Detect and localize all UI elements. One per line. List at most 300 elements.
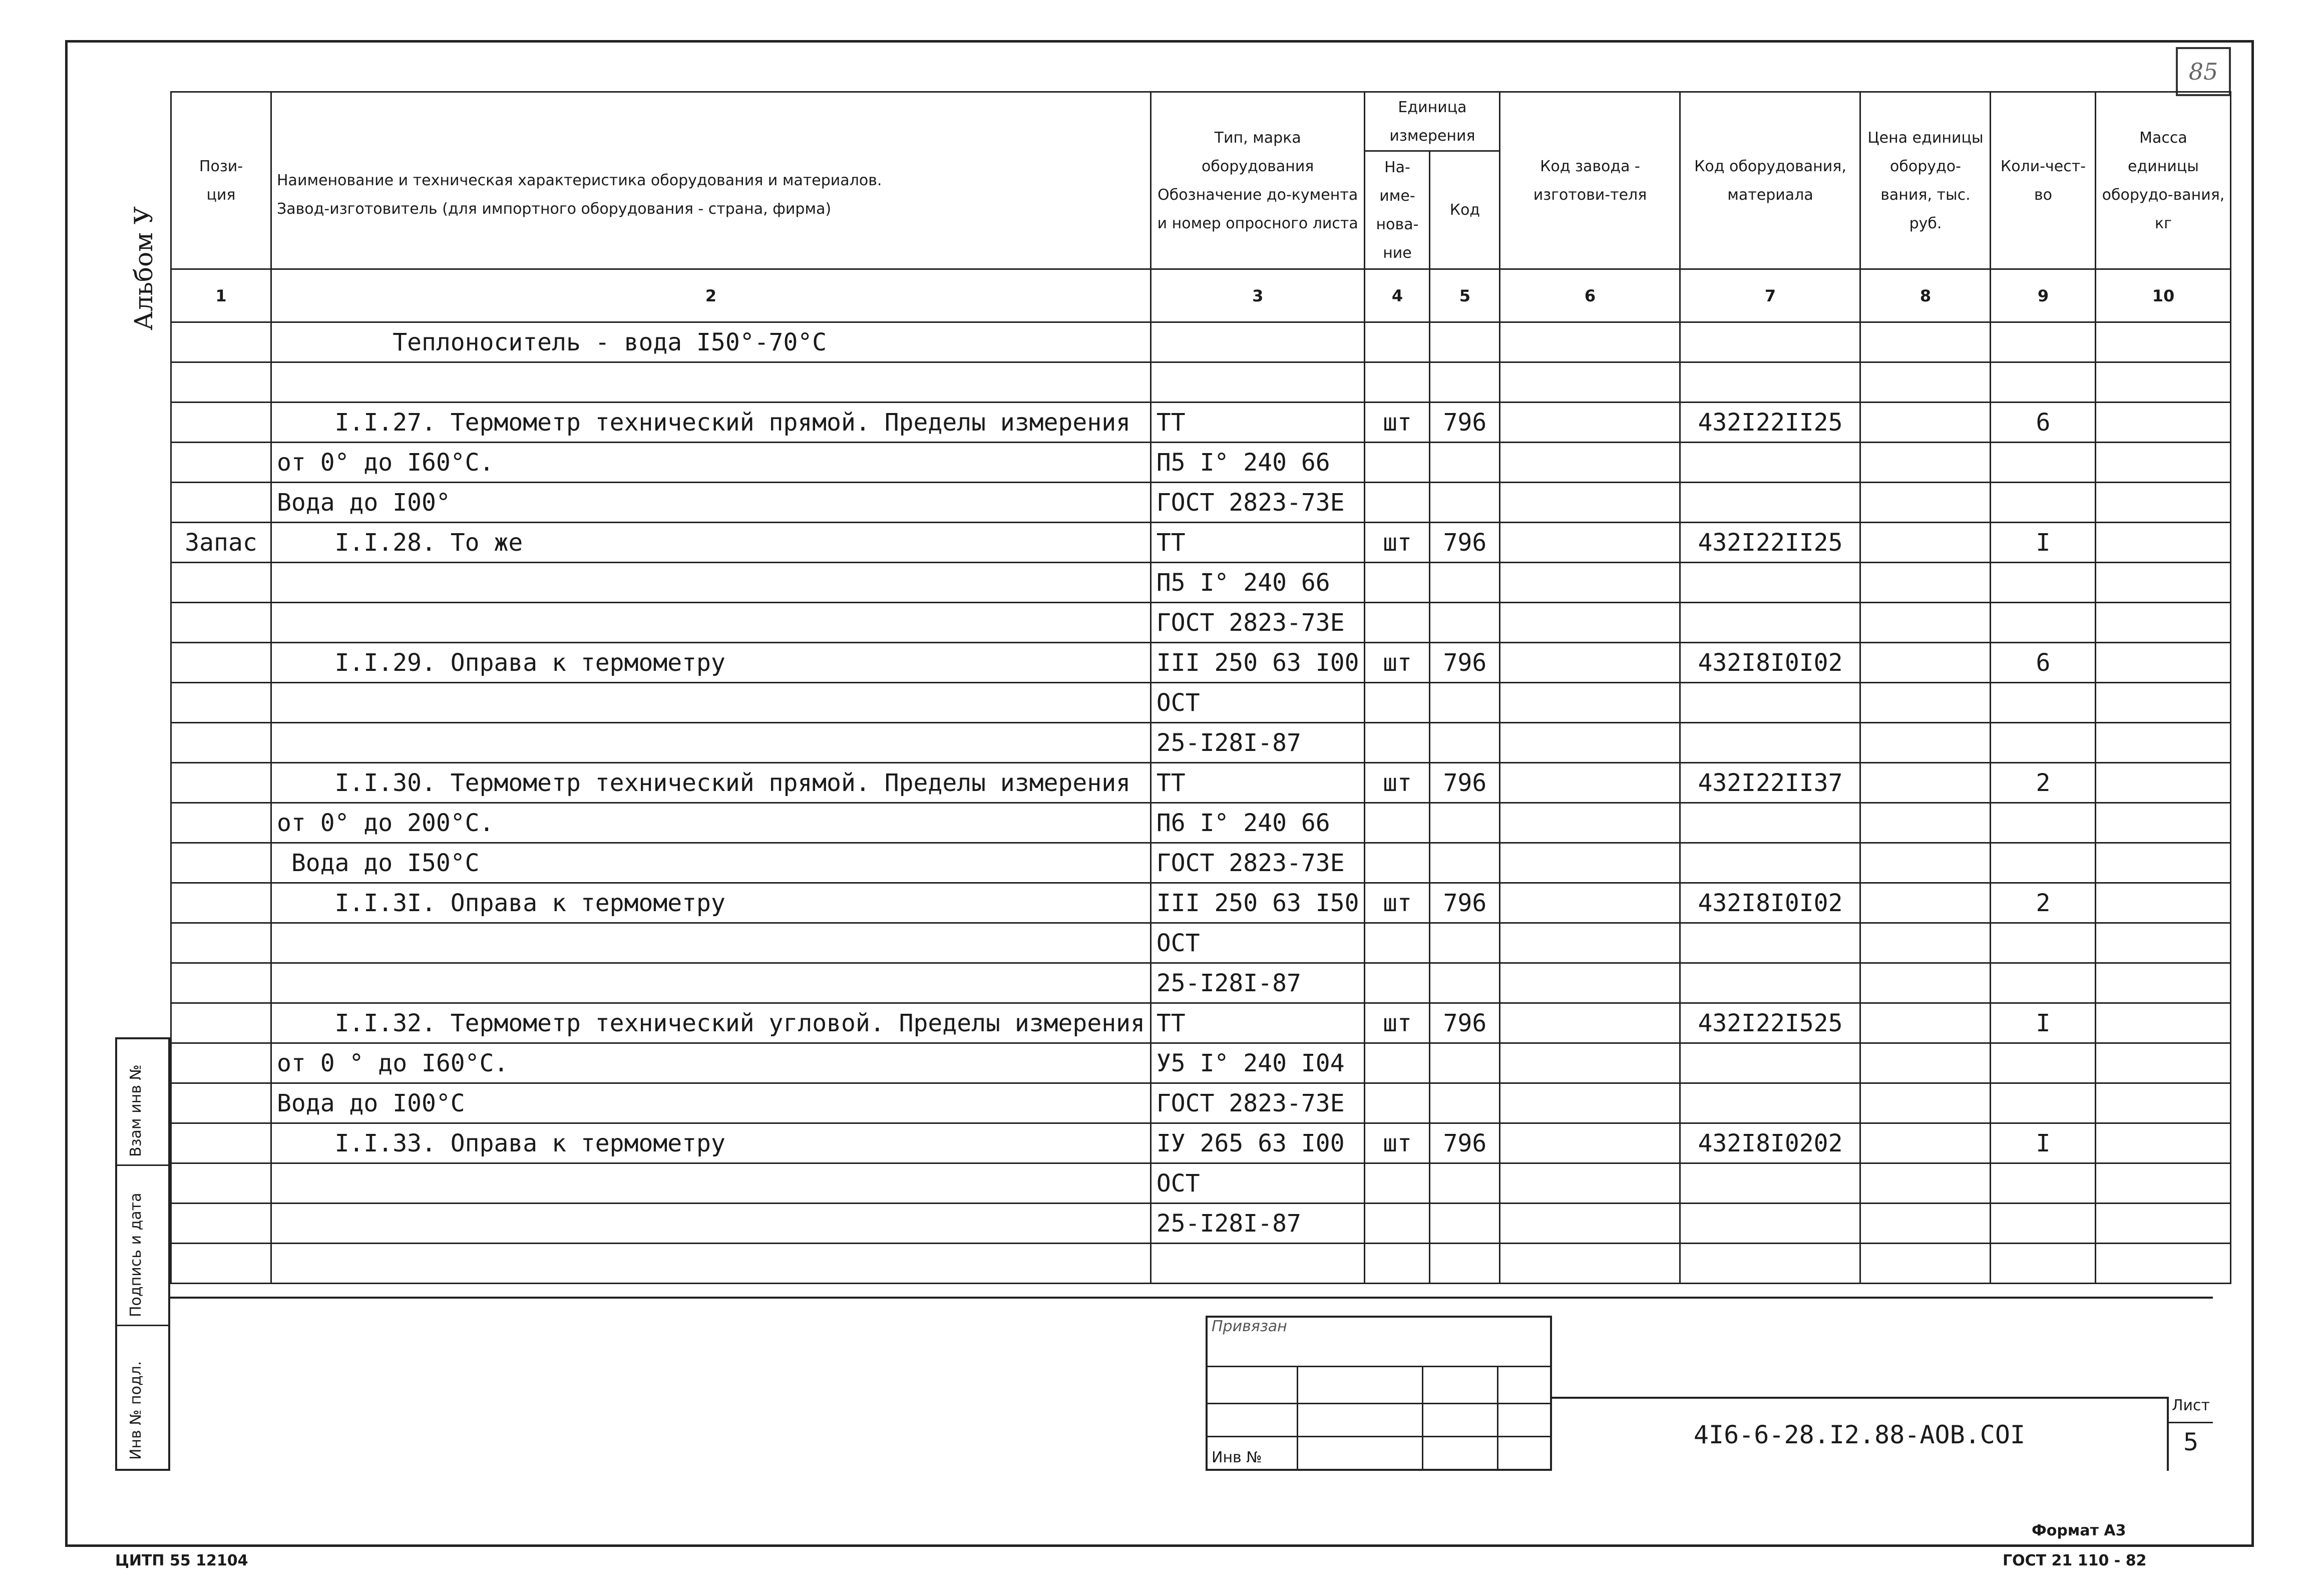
quantity-cell: [1991, 603, 2096, 643]
position-cell: [171, 963, 271, 1003]
unit-name-cell: [1365, 1244, 1430, 1284]
mass-cell: [2096, 723, 2231, 763]
unit-code-cell: [1430, 483, 1500, 523]
type-cell: ГОСТ 2823-73Е: [1150, 843, 1365, 883]
price-cell: [1860, 723, 1991, 763]
price-cell: [1860, 1244, 1991, 1284]
unit-name-cell: шт: [1365, 763, 1430, 803]
table-row: [171, 483, 2231, 523]
type-cell: П5 I° 240 66: [1150, 443, 1365, 483]
type-cell: ТТ: [1150, 523, 1365, 563]
price-cell: [1860, 443, 1991, 483]
unit-name-cell: [1365, 1204, 1430, 1244]
price-cell: [1860, 1163, 1991, 1204]
specification-table: [170, 91, 2231, 1284]
table-row: [171, 963, 2231, 1003]
unit-code-cell: [1430, 1083, 1500, 1123]
header-unit: Единица измерения: [1365, 92, 1500, 151]
name-cell: I.I.27. Термометр технический прямой. Пределы измерения: [271, 403, 1151, 443]
price-cell: [1860, 843, 1991, 883]
material-code-cell: [1680, 1163, 1860, 1204]
mass-cell: [2096, 883, 2231, 923]
price-cell: [1860, 1043, 1991, 1083]
factory-code-cell: [1500, 1123, 1680, 1163]
type-cell: ОСТ: [1150, 683, 1365, 723]
stamp-cell-replaced: [117, 1039, 168, 1166]
price-cell: [1860, 483, 1991, 523]
quantity-cell: [1991, 443, 2096, 483]
unit-code-cell: 796: [1430, 403, 1500, 443]
material-code-cell: [1680, 683, 1860, 723]
type-cell: [1150, 362, 1365, 403]
table-row: [171, 322, 2231, 362]
unit-code-cell: [1430, 723, 1500, 763]
unit-name-cell: шт: [1365, 1123, 1430, 1163]
name-cell: от 0 ° до I60°С.: [271, 1043, 1151, 1083]
document-number: 4I6-6-28.I2.88-АОВ.СОI: [1552, 1397, 2169, 1471]
factory-code-cell: [1500, 723, 1680, 763]
material-code-cell: [1680, 923, 1860, 963]
price-cell: [1860, 523, 1991, 563]
name-cell: [271, 963, 1151, 1003]
position-cell: [171, 803, 271, 843]
mass-cell: [2096, 362, 2231, 403]
type-cell: III 250 63 I00: [1150, 643, 1365, 683]
position-cell: [171, 322, 271, 362]
position-cell: [171, 1083, 271, 1123]
table-row: [171, 683, 2231, 723]
type-cell: 25-I28I-87: [1150, 1204, 1365, 1244]
unit-name-cell: [1365, 483, 1430, 523]
name-cell: I.I.33. Оправа к термометру: [271, 1123, 1151, 1163]
factory-code-cell: [1500, 643, 1680, 683]
col-number: 2: [271, 269, 1151, 322]
material-code-cell: [1680, 322, 1860, 362]
factory-code-cell: [1500, 1043, 1680, 1083]
name-cell: Теплоноситель - вода I50°-70°С: [271, 322, 1151, 362]
col-number: 6: [1500, 269, 1680, 322]
left-stamp: [115, 1037, 170, 1471]
factory-code-cell: [1500, 603, 1680, 643]
binding-line: [1208, 1366, 1550, 1367]
material-code-cell: [1680, 603, 1860, 643]
unit-code-cell: 796: [1430, 1003, 1500, 1043]
quantity-cell: 6: [1991, 403, 2096, 443]
factory-code-cell: [1500, 523, 1680, 563]
type-cell: П6 I° 240 66: [1150, 803, 1365, 843]
name-cell: I.I.29. Оправа к термометру: [271, 643, 1151, 683]
type-cell: ОСТ: [1150, 1163, 1365, 1204]
mass-cell: [2096, 322, 2231, 362]
unit-name-cell: [1365, 443, 1430, 483]
material-code-cell: [1680, 963, 1860, 1003]
unit-name-cell: шт: [1365, 643, 1430, 683]
mass-cell: [2096, 643, 2231, 683]
factory-code-cell: [1500, 1003, 1680, 1043]
footer-code: ЦИТП 55 12104: [115, 1552, 248, 1569]
unit-name-cell: шт: [1365, 1003, 1430, 1043]
table-row: [171, 603, 2231, 643]
position-cell: [171, 923, 271, 963]
quantity-cell: [1991, 923, 2096, 963]
name-cell: Вода до I00°: [271, 483, 1151, 523]
unit-name-cell: [1365, 362, 1430, 403]
position-cell: [171, 1163, 271, 1204]
factory-code-cell: [1500, 883, 1680, 923]
quantity-cell: [1991, 843, 2096, 883]
position-cell: [171, 603, 271, 643]
price-cell: [1860, 803, 1991, 843]
mass-cell: [2096, 923, 2231, 963]
factory-code-cell: [1500, 1244, 1680, 1284]
side-label: Альбом У: [129, 206, 158, 330]
unit-code-cell: 796: [1430, 523, 1500, 563]
type-cell: ТТ: [1150, 403, 1365, 443]
mass-cell: [2096, 1083, 2231, 1123]
table-row: [171, 563, 2231, 603]
position-cell: [171, 643, 271, 683]
unit-name-cell: шт: [1365, 883, 1430, 923]
binding-line: [1208, 1403, 1550, 1404]
position-cell: [171, 483, 271, 523]
quantity-cell: 2: [1991, 883, 2096, 923]
table-row: [171, 1163, 2231, 1204]
type-cell: 25-I28I-87: [1150, 963, 1365, 1003]
unit-code-cell: [1430, 443, 1500, 483]
unit-code-cell: [1430, 963, 1500, 1003]
stamp-original-label: Инв № подл.: [127, 1361, 145, 1460]
table-row: [171, 1123, 2231, 1163]
unit-name-cell: [1365, 322, 1430, 362]
table-row: [171, 1003, 2231, 1043]
type-cell: ГОСТ 2823-73Е: [1150, 483, 1365, 523]
quantity-cell: I: [1991, 1123, 2096, 1163]
factory-code-cell: [1500, 963, 1680, 1003]
binding-block: [1206, 1316, 1552, 1471]
unit-name-cell: [1365, 603, 1430, 643]
factory-code-cell: [1500, 362, 1680, 403]
quantity-cell: [1991, 803, 2096, 843]
name-cell: [271, 923, 1151, 963]
name-cell: [271, 362, 1151, 403]
col-number: 4: [1365, 269, 1430, 322]
sheet-number: 5: [2183, 1428, 2199, 1456]
mass-cell: [2096, 683, 2231, 723]
position-cell: [171, 443, 271, 483]
name-cell: I.I.30. Термометр технический прямой. Пределы измерения: [271, 763, 1151, 803]
name-cell: Вода до I00°С: [271, 1083, 1151, 1123]
stamp-cell-signature: [117, 1164, 168, 1326]
material-code-cell: 432I8I0I02: [1680, 643, 1860, 683]
inventory-label: Инв №: [1212, 1449, 1262, 1466]
quantity-cell: [1991, 1204, 2096, 1244]
col-number: 5: [1430, 269, 1500, 322]
type-cell: ГОСТ 2823-73Е: [1150, 1083, 1365, 1123]
material-code-cell: [1680, 443, 1860, 483]
unit-name-cell: [1365, 1043, 1430, 1083]
material-code-cell: [1680, 1204, 1860, 1244]
material-code-cell: [1680, 362, 1860, 403]
factory-code-cell: [1500, 1083, 1680, 1123]
mass-cell: [2096, 1123, 2231, 1163]
sheet-box: [2169, 1397, 2213, 1471]
header-position: Пози- ция: [171, 92, 271, 269]
material-code-cell: [1680, 803, 1860, 843]
unit-code-cell: [1430, 843, 1500, 883]
page-number: 85: [2176, 47, 2231, 96]
type-cell: [1150, 1244, 1365, 1284]
quantity-cell: 6: [1991, 643, 2096, 683]
factory-code-cell: [1500, 1163, 1680, 1204]
quantity-cell: [1991, 362, 2096, 403]
col-number: 9: [1991, 269, 2096, 322]
type-cell: ТТ: [1150, 1003, 1365, 1043]
unit-code-cell: [1430, 803, 1500, 843]
material-code-cell: [1680, 723, 1860, 763]
mass-cell: [2096, 1244, 2231, 1284]
material-code-cell: 432I8I0I02: [1680, 883, 1860, 923]
name-cell: [271, 563, 1151, 603]
type-cell: [1150, 322, 1365, 362]
unit-name-cell: [1365, 1163, 1430, 1204]
header-mass: Масса единицы оборудо-вания, кг: [2096, 92, 2231, 269]
quantity-cell: 2: [1991, 763, 2096, 803]
mass-cell: [2096, 563, 2231, 603]
stamp-signature-label: Подпись и дата: [127, 1192, 145, 1317]
material-code-cell: [1680, 563, 1860, 603]
price-cell: [1860, 1003, 1991, 1043]
price-cell: [1860, 322, 1991, 362]
binding-divider: [1297, 1366, 1298, 1469]
name-cell: [271, 723, 1151, 763]
position-cell: [171, 403, 271, 443]
material-code-cell: 432I22II25: [1680, 403, 1860, 443]
factory-code-cell: [1500, 843, 1680, 883]
quantity-cell: [1991, 723, 2096, 763]
unit-name-cell: [1365, 683, 1430, 723]
position-cell: [171, 1123, 271, 1163]
header-quantity: Коли-чест-во: [1991, 92, 2096, 269]
stamp-cell-original: [117, 1325, 168, 1469]
factory-code-cell: [1500, 403, 1680, 443]
unit-code-cell: [1430, 362, 1500, 403]
position-cell: [171, 883, 271, 923]
name-cell: Вода до I50°С: [271, 843, 1151, 883]
factory-code-cell: [1500, 683, 1680, 723]
material-code-cell: 432I22II25: [1680, 523, 1860, 563]
unit-name-cell: [1365, 723, 1430, 763]
table-row: [171, 362, 2231, 403]
price-cell: [1860, 1204, 1991, 1244]
table-row: [171, 1083, 2231, 1123]
table-row: [171, 723, 2231, 763]
material-code-cell: [1680, 843, 1860, 883]
binding-divider: [1422, 1366, 1423, 1469]
type-cell: ГОСТ 2823-73Е: [1150, 603, 1365, 643]
unit-name-cell: [1365, 563, 1430, 603]
footer-format: Формат А3: [2032, 1522, 2126, 1539]
name-cell: [271, 683, 1151, 723]
quantity-cell: [1991, 563, 2096, 603]
quantity-cell: [1991, 1043, 2096, 1083]
header-factory-code: Код завода - изготови-теля: [1500, 92, 1680, 269]
unit-name-cell: [1365, 803, 1430, 843]
factory-code-cell: [1500, 322, 1680, 362]
table-row: [171, 803, 2231, 843]
price-cell: [1860, 403, 1991, 443]
price-cell: [1860, 923, 1991, 963]
material-code-cell: 432I22II37: [1680, 763, 1860, 803]
mass-cell: [2096, 1204, 2231, 1244]
factory-code-cell: [1500, 763, 1680, 803]
name-cell: от 0° до 200°С.: [271, 803, 1151, 843]
quantity-cell: [1991, 1163, 2096, 1204]
factory-code-cell: [1500, 443, 1680, 483]
unit-code-cell: [1430, 1204, 1500, 1244]
material-code-cell: [1680, 1244, 1860, 1284]
header-type: Тип, марка оборудования Обозначение до-кумента и номер опросного листа: [1150, 92, 1365, 269]
material-code-cell: [1680, 483, 1860, 523]
price-cell: [1860, 563, 1991, 603]
unit-code-cell: 796: [1430, 1123, 1500, 1163]
header-price: Цена единицы оборудо-вания, тыс. руб.: [1860, 92, 1991, 269]
quantity-cell: [1991, 322, 2096, 362]
unit-code-cell: [1430, 1163, 1500, 1204]
quantity-cell: [1991, 483, 2096, 523]
unit-name-cell: [1365, 963, 1430, 1003]
type-cell: П5 I° 240 66: [1150, 563, 1365, 603]
position-cell: [171, 723, 271, 763]
factory-code-cell: [1500, 483, 1680, 523]
type-cell: III 250 63 I50: [1150, 883, 1365, 923]
quantity-cell: [1991, 1083, 2096, 1123]
unit-code-cell: [1430, 563, 1500, 603]
type-cell: ОСТ: [1150, 923, 1365, 963]
mass-cell: [2096, 843, 2231, 883]
table-row: [171, 523, 2231, 563]
unit-code-cell: 796: [1430, 643, 1500, 683]
quantity-cell: [1991, 683, 2096, 723]
position-cell: Запас: [171, 523, 271, 563]
mass-cell: [2096, 1043, 2231, 1083]
mass-cell: [2096, 1003, 2231, 1043]
col-number: 7: [1680, 269, 1860, 322]
col-number: 1: [171, 269, 271, 322]
unit-name-cell: [1365, 923, 1430, 963]
price-cell: [1860, 963, 1991, 1003]
mass-cell: [2096, 603, 2231, 643]
mass-cell: [2096, 443, 2231, 483]
unit-code-cell: 796: [1430, 883, 1500, 923]
mass-cell: [2096, 803, 2231, 843]
price-cell: [1860, 763, 1991, 803]
mass-cell: [2096, 1163, 2231, 1204]
table-row: [171, 1204, 2231, 1244]
quantity-cell: [1991, 963, 2096, 1003]
price-cell: [1860, 883, 1991, 923]
name-cell: [271, 603, 1151, 643]
table-row: [171, 923, 2231, 963]
stamp-replaced-label: Взам инв №: [127, 1064, 145, 1157]
unit-code-cell: [1430, 603, 1500, 643]
price-cell: [1860, 362, 1991, 403]
mass-cell: [2096, 483, 2231, 523]
material-code-cell: 432I8I0202: [1680, 1123, 1860, 1163]
unit-name-cell: шт: [1365, 403, 1430, 443]
binding-label: Привязан: [1212, 1318, 1287, 1335]
table-row: [171, 443, 2231, 483]
position-cell: [171, 1003, 271, 1043]
unit-name-cell: [1365, 843, 1430, 883]
unit-code-cell: [1430, 683, 1500, 723]
price-cell: [1860, 603, 1991, 643]
factory-code-cell: [1500, 803, 1680, 843]
header-unit-name: На-име-нова-ние: [1365, 151, 1430, 269]
binding-divider: [1497, 1366, 1498, 1469]
position-cell: [171, 843, 271, 883]
name-cell: I.I.32. Термометр технический угловой. Пределы измерения: [271, 1003, 1151, 1043]
table-row: [171, 843, 2231, 883]
name-cell: от 0° до I60°С.: [271, 443, 1151, 483]
header-material-code: Код оборудования, материала: [1680, 92, 1860, 269]
price-cell: [1860, 1083, 1991, 1123]
position-cell: [171, 1244, 271, 1284]
factory-code-cell: [1500, 1204, 1680, 1244]
position-cell: [171, 1043, 271, 1083]
unit-code-cell: [1430, 322, 1500, 362]
sheet-label: Лист: [2169, 1397, 2213, 1423]
price-cell: [1860, 643, 1991, 683]
position-cell: [171, 683, 271, 723]
price-cell: [1860, 683, 1991, 723]
factory-code-cell: [1500, 923, 1680, 963]
material-code-cell: [1680, 1083, 1860, 1123]
unit-code-cell: 796: [1430, 763, 1500, 803]
quantity-cell: I: [1991, 523, 2096, 563]
binding-line: [1208, 1436, 1550, 1437]
factory-code-cell: [1500, 563, 1680, 603]
material-code-cell: [1680, 1043, 1860, 1083]
table-row: [171, 643, 2231, 683]
name-cell: [271, 1204, 1151, 1244]
table-row: [171, 1043, 2231, 1083]
type-cell: IУ 265 63 I00: [1150, 1123, 1365, 1163]
name-cell: I.I.3I. Оправа к термометру: [271, 883, 1151, 923]
material-code-cell: 432I22I525: [1680, 1003, 1860, 1043]
type-cell: ТТ: [1150, 763, 1365, 803]
position-cell: [171, 763, 271, 803]
unit-code-cell: [1430, 1043, 1500, 1083]
footer-gost: ГОСТ 21 110 - 82: [2003, 1552, 2147, 1569]
unit-code-cell: [1430, 1244, 1500, 1284]
name-cell: [271, 1163, 1151, 1204]
type-cell: У5 I° 240 I04: [1150, 1043, 1365, 1083]
quantity-cell: I: [1991, 1003, 2096, 1043]
col-number: 8: [1860, 269, 1991, 322]
column-numbers-row: [171, 269, 2231, 322]
header-name: Наименование и техническая характеристика оборудования и материалов. Завод-изготовитель (для импортного оборудования - страна, фирма): [271, 92, 1151, 269]
mass-cell: [2096, 523, 2231, 563]
position-cell: [171, 563, 271, 603]
col-number: 3: [1150, 269, 1365, 322]
unit-name-cell: шт: [1365, 523, 1430, 563]
position-cell: [171, 1204, 271, 1244]
unit-name-cell: [1365, 1083, 1430, 1123]
name-cell: I.I.28. То же: [271, 523, 1151, 563]
name-cell: [271, 1244, 1151, 1284]
table-row: [171, 883, 2231, 923]
type-cell: 25-I28I-87: [1150, 723, 1365, 763]
